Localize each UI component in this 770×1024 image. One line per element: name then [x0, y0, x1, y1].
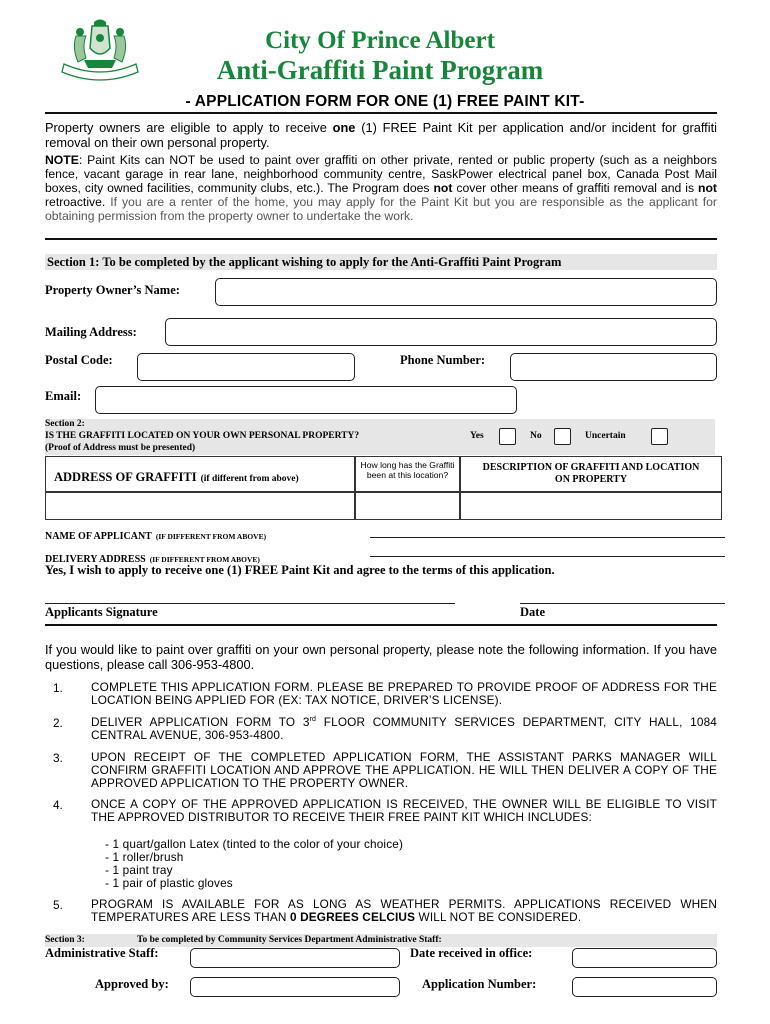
applicant-name-sub: (IF DIFFERENT FROM ABOVE)	[155, 532, 267, 541]
section1-heading: Section 1: To be completed by the applicant wishing to apply for the Anti-Graffiti Paint Program	[45, 254, 717, 270]
step-3-text: UPON RECEIPT OF THE COMPLETED APPLICATION FORM, THE ASSISTANT PARKS MANAGER WILL CONFIRM GRAFFITI LOCATION AND APPROVE THE APPLICATION. HE WILL THEN DELIVER A COPY OF THE APPROVED APPLICATION TO THE PROPERTY OWNER.	[91, 750, 717, 790]
section2-question: IS THE GRAFFITI LOCATED ON YOUR OWN PERSONAL PROPERTY?	[45, 431, 360, 441]
how-long-field[interactable]	[355, 492, 460, 520]
section2-divider	[45, 624, 717, 626]
step-5-bold: 0 DEGREES CELCIUS	[289, 910, 416, 924]
address-of-graffiti-header	[45, 456, 355, 492]
form-title: - APPLICATION FORM FOR ONE (1) FREE PAINT KIT-	[185, 93, 585, 110]
applicant-name-label	[45, 526, 266, 544]
note-paragraph	[45, 153, 717, 223]
intro-divider	[45, 238, 717, 240]
step-1-text: COMPLETE THIS APPLICATION FORM. PLEASE BE PREPARED TO PROVIDE PROOF OF ADDRESS FOR THE LOCATION BEING APPLIED FOR (EX: TAX NOTICE, DRIVER’S LICENSE).	[91, 680, 717, 707]
signature-label: Applicants Signature	[45, 605, 158, 619]
step-2-number: 2.	[53, 716, 63, 730]
step-5-text-b: WILL NOT BE CONSIDERED.	[415, 910, 582, 924]
phone-number-label: Phone Number:	[400, 353, 486, 367]
step-3-number: 3.	[53, 751, 63, 765]
kit-item: - 1 roller/brush	[105, 850, 184, 864]
program-title: Anti-Graffiti Paint Program	[216, 55, 544, 85]
date-line[interactable]	[520, 603, 725, 604]
phone-number-field[interactable]	[510, 353, 717, 381]
proof-note: (Proof of Address must be presented)	[45, 443, 196, 453]
intro-text-a: Property owners are eligible to apply to receive	[45, 120, 333, 135]
step-5-number: 5.	[53, 898, 63, 912]
step-5-text	[91, 898, 717, 924]
yes-checkbox[interactable]	[499, 428, 516, 445]
address-header-sub: (if different from above)	[200, 474, 299, 484]
note-not-2: not	[698, 181, 717, 195]
kit-item: - 1 pair of plastic gloves	[105, 876, 233, 890]
no-label: No	[530, 431, 542, 441]
section3-heading: To be completed by Community Services Department Administrative Staff:	[137, 935, 442, 945]
how-long-header: How long has the Graffiti been at this location?	[355, 456, 460, 492]
step-4-text: ONCE A COPY OF THE APPROVED APPLICATION IS RECEIVED, THE OWNER WILL BE ELIGIBLE TO VISIT THE APPROVED DISTRIBUTOR TO RECEIVE THEIR FREE PAINT KIT WHICH INCLUDES:	[91, 797, 717, 824]
admin-staff-label: Administrative Staff:	[45, 946, 159, 960]
approved-by-label: Approved by:	[95, 977, 169, 991]
city-title: City Of Prince Albert	[265, 27, 495, 54]
delivery-text: DELIVERY ADDRESS	[45, 554, 146, 565]
intro-text-c: (1) FREE Paint Kit per application and/or incident for graffiti removal on their own personal property.	[45, 120, 717, 150]
owner-name-label: Property Owner’s Name:	[45, 283, 180, 297]
signature-line[interactable]	[45, 603, 455, 604]
no-checkbox[interactable]	[554, 428, 571, 445]
note-text-b: cover other means of graffiti removal and is	[452, 181, 699, 195]
step-2-sup: rd	[309, 716, 317, 724]
uncertain-label: Uncertain	[585, 431, 626, 441]
step-4-number: 4.	[53, 798, 63, 812]
applicant-name-text: NAME OF APPLICANT	[45, 531, 152, 542]
postal-code-label: Postal Code:	[45, 353, 113, 367]
step-2-text-b: FLOOR COMMUNITY SERVICES DEPARTMENT, CITY HALL, 1084 CENTRAL AVENUE, 306-953-4800.	[91, 715, 718, 742]
applicant-name-line[interactable]	[370, 537, 725, 538]
note-text-a: : Paint Kits can NOT be used to paint over graffiti on other private, rented or public property (such as a neighbors fence, vacant garage in rear lane, neighborhood community centre, SaskPower electrical panel box, Canada Post Mail boxes, city owned facilities, community clubs, etc.). The Program does	[45, 153, 717, 195]
city-crest-icon	[50, 18, 150, 88]
email-field[interactable]	[95, 386, 517, 414]
date-received-label: Date received in office:	[410, 946, 533, 960]
kit-item: - 1 paint tray	[105, 863, 173, 877]
application-number-field[interactable]	[572, 977, 717, 997]
step-2-text	[91, 716, 717, 742]
postal-code-field[interactable]	[137, 353, 355, 381]
delivery-sub: (IF DIFFERENT FROM ABOVE)	[149, 555, 260, 564]
approved-by-field[interactable]	[190, 977, 400, 997]
mailing-address-field[interactable]	[165, 318, 717, 346]
note-renter-text: If you are a renter of the home, you may apply for the Paint Kit but you are responsible as the applicant for obtaining permission from the property owner to undertake the work.	[45, 195, 717, 223]
owner-name-field[interactable]	[215, 278, 717, 306]
instructions-intro: If you would like to paint over graffiti on your own personal property, please note the following information. If you have questions, please call 306-953-4800.	[45, 642, 717, 672]
admin-staff-field[interactable]	[190, 948, 400, 968]
date-label: Date	[520, 605, 545, 619]
uncertain-checkbox[interactable]	[651, 428, 668, 445]
step-2-text-a: DELIVER APPLICATION FORM TO 3	[91, 715, 310, 729]
address-of-graffiti-field[interactable]	[45, 492, 355, 520]
date-received-field[interactable]	[572, 948, 717, 968]
agreement-statement: Yes, I wish to apply to receive one (1) FREE Paint Kit and agree to the terms of this application.	[45, 563, 555, 577]
section2-label: Section 2:	[45, 419, 85, 429]
address-header-text: ADDRESS OF GRAFFITI	[54, 470, 197, 484]
step-5-text-a: PROGRAM IS AVAILABLE FOR AS LONG AS WEATHER PERMITS. APPLICATIONS RECEIVED WHEN TEMPERATURES ARE LESS THAN	[91, 897, 717, 924]
delivery-address-line[interactable]	[370, 556, 725, 557]
description-header: DESCRIPTION OF GRAFFITI AND LOCATION ON PROPERTY	[460, 456, 722, 492]
note-text-c: retroactive.	[45, 195, 106, 209]
kit-item: - 1 quart/gallon Latex (tinted to the color of your choice)	[105, 837, 404, 851]
yes-label: Yes	[470, 431, 484, 441]
note-label: NOTE	[45, 153, 79, 167]
intro-one: one	[332, 120, 356, 135]
note-not-1: not	[433, 181, 453, 195]
mailing-address-label: Mailing Address:	[45, 325, 137, 339]
title-divider	[45, 112, 717, 114]
email-label: Email:	[45, 389, 82, 403]
city-crest-logo	[50, 18, 150, 88]
description-field[interactable]	[460, 492, 722, 520]
intro-paragraph	[45, 120, 717, 150]
section3-label: Section 3:	[45, 935, 85, 945]
step-1-number: 1.	[53, 681, 63, 695]
application-number-label: Application Number:	[422, 977, 537, 991]
